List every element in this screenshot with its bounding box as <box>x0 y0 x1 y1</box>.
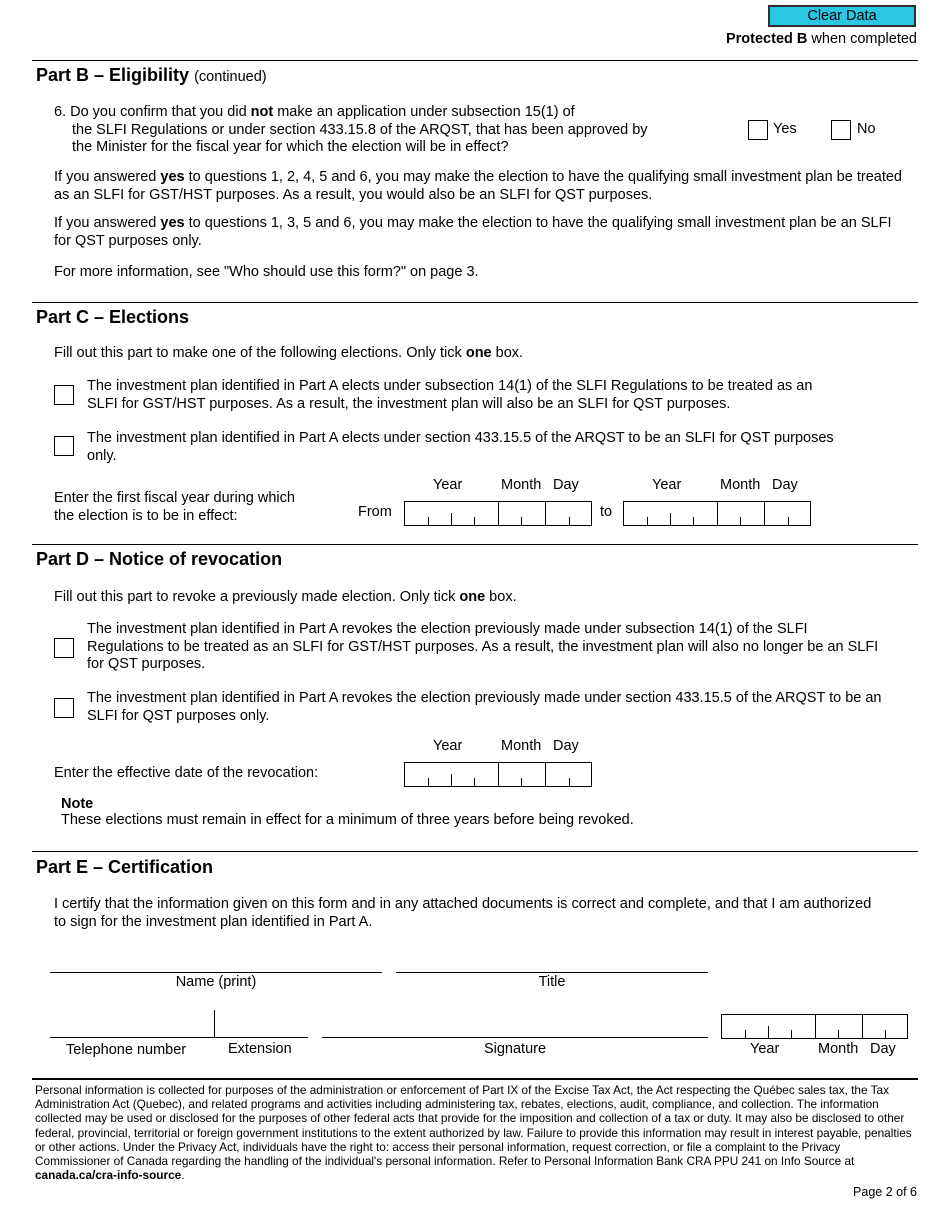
revocation-date-label: Enter the effective date of the revocation: <box>54 765 319 781</box>
from-day-header: Day <box>553 477 579 493</box>
revoke-qst-text: The investment plan identified in Part A revokes the election previously made under section 433.15.5 of the ARQST to be an SLFI for QST purposes only. <box>87 690 882 724</box>
part-b-title: Part B – Eligibility (continued) <box>36 65 267 85</box>
to-year-header: Year <box>652 477 682 493</box>
question-6: 6. Do you confirm that you did not make an application under subsection 15(1) of the SLFI Regulations or under section 433.15.8 of the ARQST, that has been approved by the Minister for the fiscal year for which the election will be in effect? <box>54 104 648 156</box>
extension-input[interactable] <box>214 1037 308 1038</box>
page-number: Page 2 of 6 <box>853 1185 917 1199</box>
q6-yes-label: Yes <box>773 121 797 137</box>
from-month-header: Month <box>501 477 542 493</box>
note-text: These elections must remain in effect for a minimum of three years before being revoked. <box>61 812 634 828</box>
election-qst-checkbox[interactable] <box>54 436 74 456</box>
eligibility-gst-paragraph: If you answered yes to questions 1, 2, 4, 5 and 6, you may make the election to have the qualifying small investment plan be treated as an SLFI for GST/HST purposes. As a result, you would also be an SLFI for QST purposes. <box>54 169 902 203</box>
extension-label: Extension <box>228 1041 292 1057</box>
protected-b-label: Protected B when completed <box>725 31 917 47</box>
divider <box>32 544 918 545</box>
title-label: Title <box>538 974 566 990</box>
q6-yes-checkbox[interactable] <box>748 120 768 140</box>
footer-divider <box>32 1078 918 1080</box>
signature-day-label: Day <box>870 1041 896 1057</box>
signature-date-input[interactable] <box>721 1014 908 1039</box>
privacy-notice: Personal information is collected for purposes of the administration or enforcement of Part IX of the Excise Tax Act, the Act respecting the Québec sales tax, the Tax Administration Act (Quebec), and related programs and activities including administering tax, rebates, elections, audit, compliance, and collection. The information collected may be used or disclosed for the purposes of other federal acts that provide for the imposition and collection of a tax or duty. It may also be disclosed to other federal, provincial, territorial or foreign government institutions to the extent authorized by law. Failure to provide this information may result in interest payable, penalties or other actions. Under the Privacy Act, individuals have the right to: access their personal information, request correction, or file a complaint to the Privacy Commissioner of Canada regarding the handling of the individual's personal information. Refer to Personal Information Bank CRA PPU 241 on Info Source at canada.ca/cra-info-source. <box>35 1083 912 1183</box>
name-label: Name (print) <box>175 974 257 990</box>
part-c-intro: Fill out this part to make one of the following elections. Only tick one box. <box>54 345 524 361</box>
election-qst-text: The investment plan identified in Part A elects under section 433.15.5 of the ARQST to be an SLFI for QST purposes only. <box>87 430 834 464</box>
election-gst-checkbox[interactable] <box>54 385 74 405</box>
signature-year-label: Year <box>750 1041 780 1057</box>
revocation-month-header: Month <box>501 738 542 754</box>
to-month-header: Month <box>720 477 761 493</box>
name-input[interactable] <box>50 972 382 973</box>
signature-month-label: Month <box>818 1041 859 1057</box>
telephone-input[interactable] <box>50 1037 214 1038</box>
divider <box>32 851 918 852</box>
divider <box>32 302 918 303</box>
revoke-gst-text: The investment plan identified in Part A revokes the election previously made under subsection 14(1) of the SLFI Regulations to be treated as an SLFI for GST/HST purposes. As a result, the investment plan will also no longer be an SLFI for QST purposes. <box>87 621 879 673</box>
signature-label: Signature <box>483 1041 547 1057</box>
revoke-qst-checkbox[interactable] <box>54 698 74 718</box>
phone-divider <box>214 1010 215 1038</box>
fiscal-year-label: Enter the first fiscal year during which the election is to be in effect: <box>54 490 295 524</box>
note-title: Note <box>61 796 94 812</box>
revocation-year-header: Year <box>433 738 463 754</box>
to-day-header: Day <box>772 477 798 493</box>
to-date-input[interactable] <box>623 501 811 526</box>
q6-no-label: No <box>857 121 876 137</box>
part-e-title: Part E – Certification <box>36 857 214 877</box>
from-year-header: Year <box>433 477 463 493</box>
telephone-label: Telephone number <box>66 1042 187 1058</box>
revocation-day-header: Day <box>553 738 579 754</box>
title-input[interactable] <box>396 972 708 973</box>
to-label: to <box>600 504 613 520</box>
part-d-title: Part D – Notice of revocation <box>36 549 283 569</box>
from-date-input[interactable] <box>404 501 592 526</box>
from-label: From <box>358 504 392 520</box>
clear-data-button[interactable]: Clear Data <box>768 5 916 27</box>
election-gst-text: The investment plan identified in Part A elects under subsection 14(1) of the SLFI Regulations to be treated as an SLFI for GST/HST purposes. As a result, the investment plan will also be an SLFI for QST purposes. <box>87 378 813 412</box>
q6-no-checkbox[interactable] <box>831 120 851 140</box>
revoke-gst-checkbox[interactable] <box>54 638 74 658</box>
certification-text: I certify that the information given on this form and in any attached documents is correct and complete, and that I am authorized to sign for the investment plan identified in Part A. <box>54 896 872 930</box>
revocation-date-input[interactable] <box>404 762 592 787</box>
eligibility-qst-paragraph: If you answered yes to questions 1, 3, 5 and 6, you may make the election to have the qualifying small investment plan be an SLFI for QST purposes only. <box>54 215 892 249</box>
info-source-link[interactable]: canada.ca/cra-info-source <box>35 1168 182 1183</box>
part-d-intro: Fill out this part to revoke a previously made election. Only tick one box. <box>54 589 517 605</box>
divider <box>32 60 918 61</box>
signature-input[interactable] <box>322 1037 708 1038</box>
part-c-title: Part C – Elections <box>36 307 190 327</box>
more-info-paragraph: For more information, see "Who should use this form?" on page 3. <box>54 264 479 280</box>
